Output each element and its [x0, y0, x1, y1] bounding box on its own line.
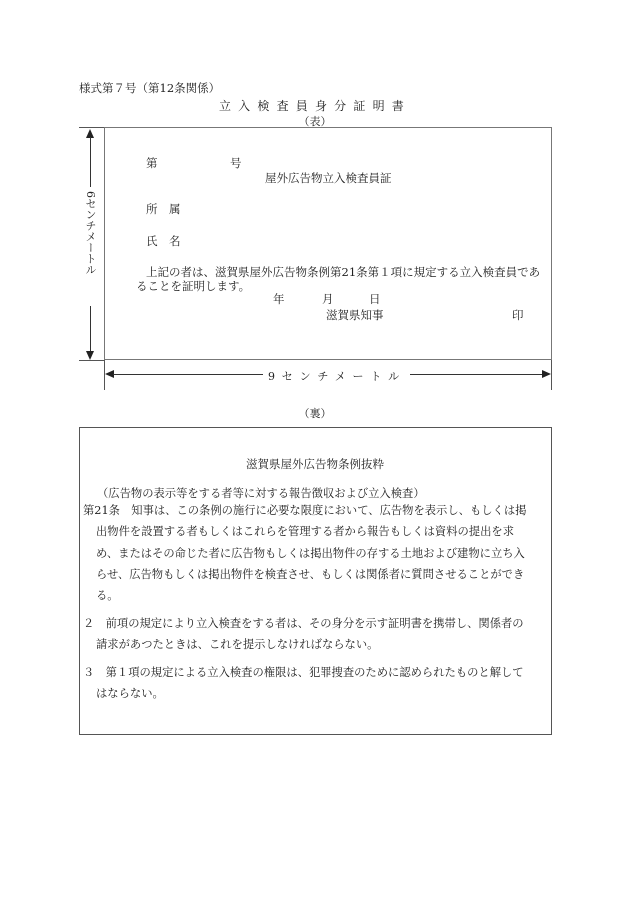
article-line: はならない。: [96, 687, 164, 701]
date-month-label: 月: [322, 292, 334, 306]
front-side-label: （表）: [298, 115, 332, 128]
article-line: る。: [96, 589, 119, 603]
card-number-prefix: 第: [146, 156, 158, 170]
issuer-label: 滋賀県知事: [326, 308, 384, 322]
article-21-paragraph-1: [83, 500, 548, 606]
certification-text-line1: 上記の者は、滋賀県屋外広告物条例第21条第１項に規定する立入検査員であ: [146, 265, 541, 279]
height-dimension-line-top: [90, 137, 91, 187]
arrow-down-icon: [86, 351, 94, 360]
affiliation-label: 所 属: [146, 202, 181, 216]
article-line: め、またはその命じた者に広告物もしくは掲出物件の存する土地および建物に立ち入: [96, 546, 525, 560]
height-dimension-label: 6センチメートル: [84, 191, 97, 275]
article-heading: （広告物の表示等をする者等に対する報告徴収および立入検査）: [97, 487, 425, 500]
width-dimension-line-right: [410, 374, 542, 375]
certification-text-line2: ることを証明します。: [136, 279, 251, 293]
form-number: 様式第７号（第12条関係）: [79, 81, 221, 95]
width-right-tick: [551, 360, 552, 390]
width-dimension-label: 9センチメートル: [268, 370, 406, 383]
height-top-tick: [79, 127, 104, 128]
article-21-paragraph-2: [83, 613, 548, 656]
name-label: 氏 名: [146, 234, 181, 248]
article-line: ３ 第１項の規定による立入検査の権限は、犯罪捜査のために認められたものと解して: [83, 666, 524, 679]
arrow-right-icon: [542, 370, 551, 378]
height-bottom-tick: [79, 360, 104, 361]
article-line: ２ 前項の規定により立入検査をする者は、その身分を示す証明書を携帯し、関係者の: [83, 617, 524, 630]
article-line: 出物件を設置する者もしくはこれらを管理する者から報告もしくは資料の提出を求: [96, 525, 514, 539]
width-dimension-line-left: [113, 374, 263, 375]
document-title: 立入検査員身分証明書: [218, 99, 411, 113]
date-day-label: 日: [369, 292, 381, 306]
card-number-suffix: 号: [230, 156, 242, 170]
article-line: 第21条 知事は、この条例の施行に必要な限度において、広告物を表示し、もしくは掲: [83, 504, 527, 517]
article-21-paragraph-3: [83, 662, 548, 705]
card-title: 屋外広告物立入検査員証: [265, 171, 392, 185]
back-side-label: （裏）: [298, 407, 332, 420]
date-year-label: 年: [273, 292, 285, 306]
back-title: 滋賀県屋外広告物条例抜粋: [246, 457, 384, 471]
article-line: 請求があつたときは、これを提示しなければならない。: [96, 638, 379, 652]
seal-mark: 印: [512, 308, 524, 322]
height-dimension-line-bottom: [90, 306, 91, 352]
article-line: らせ、広告物もしくは掲出物件を検査させ、もしくは関係者に質問させることができ: [96, 567, 525, 581]
